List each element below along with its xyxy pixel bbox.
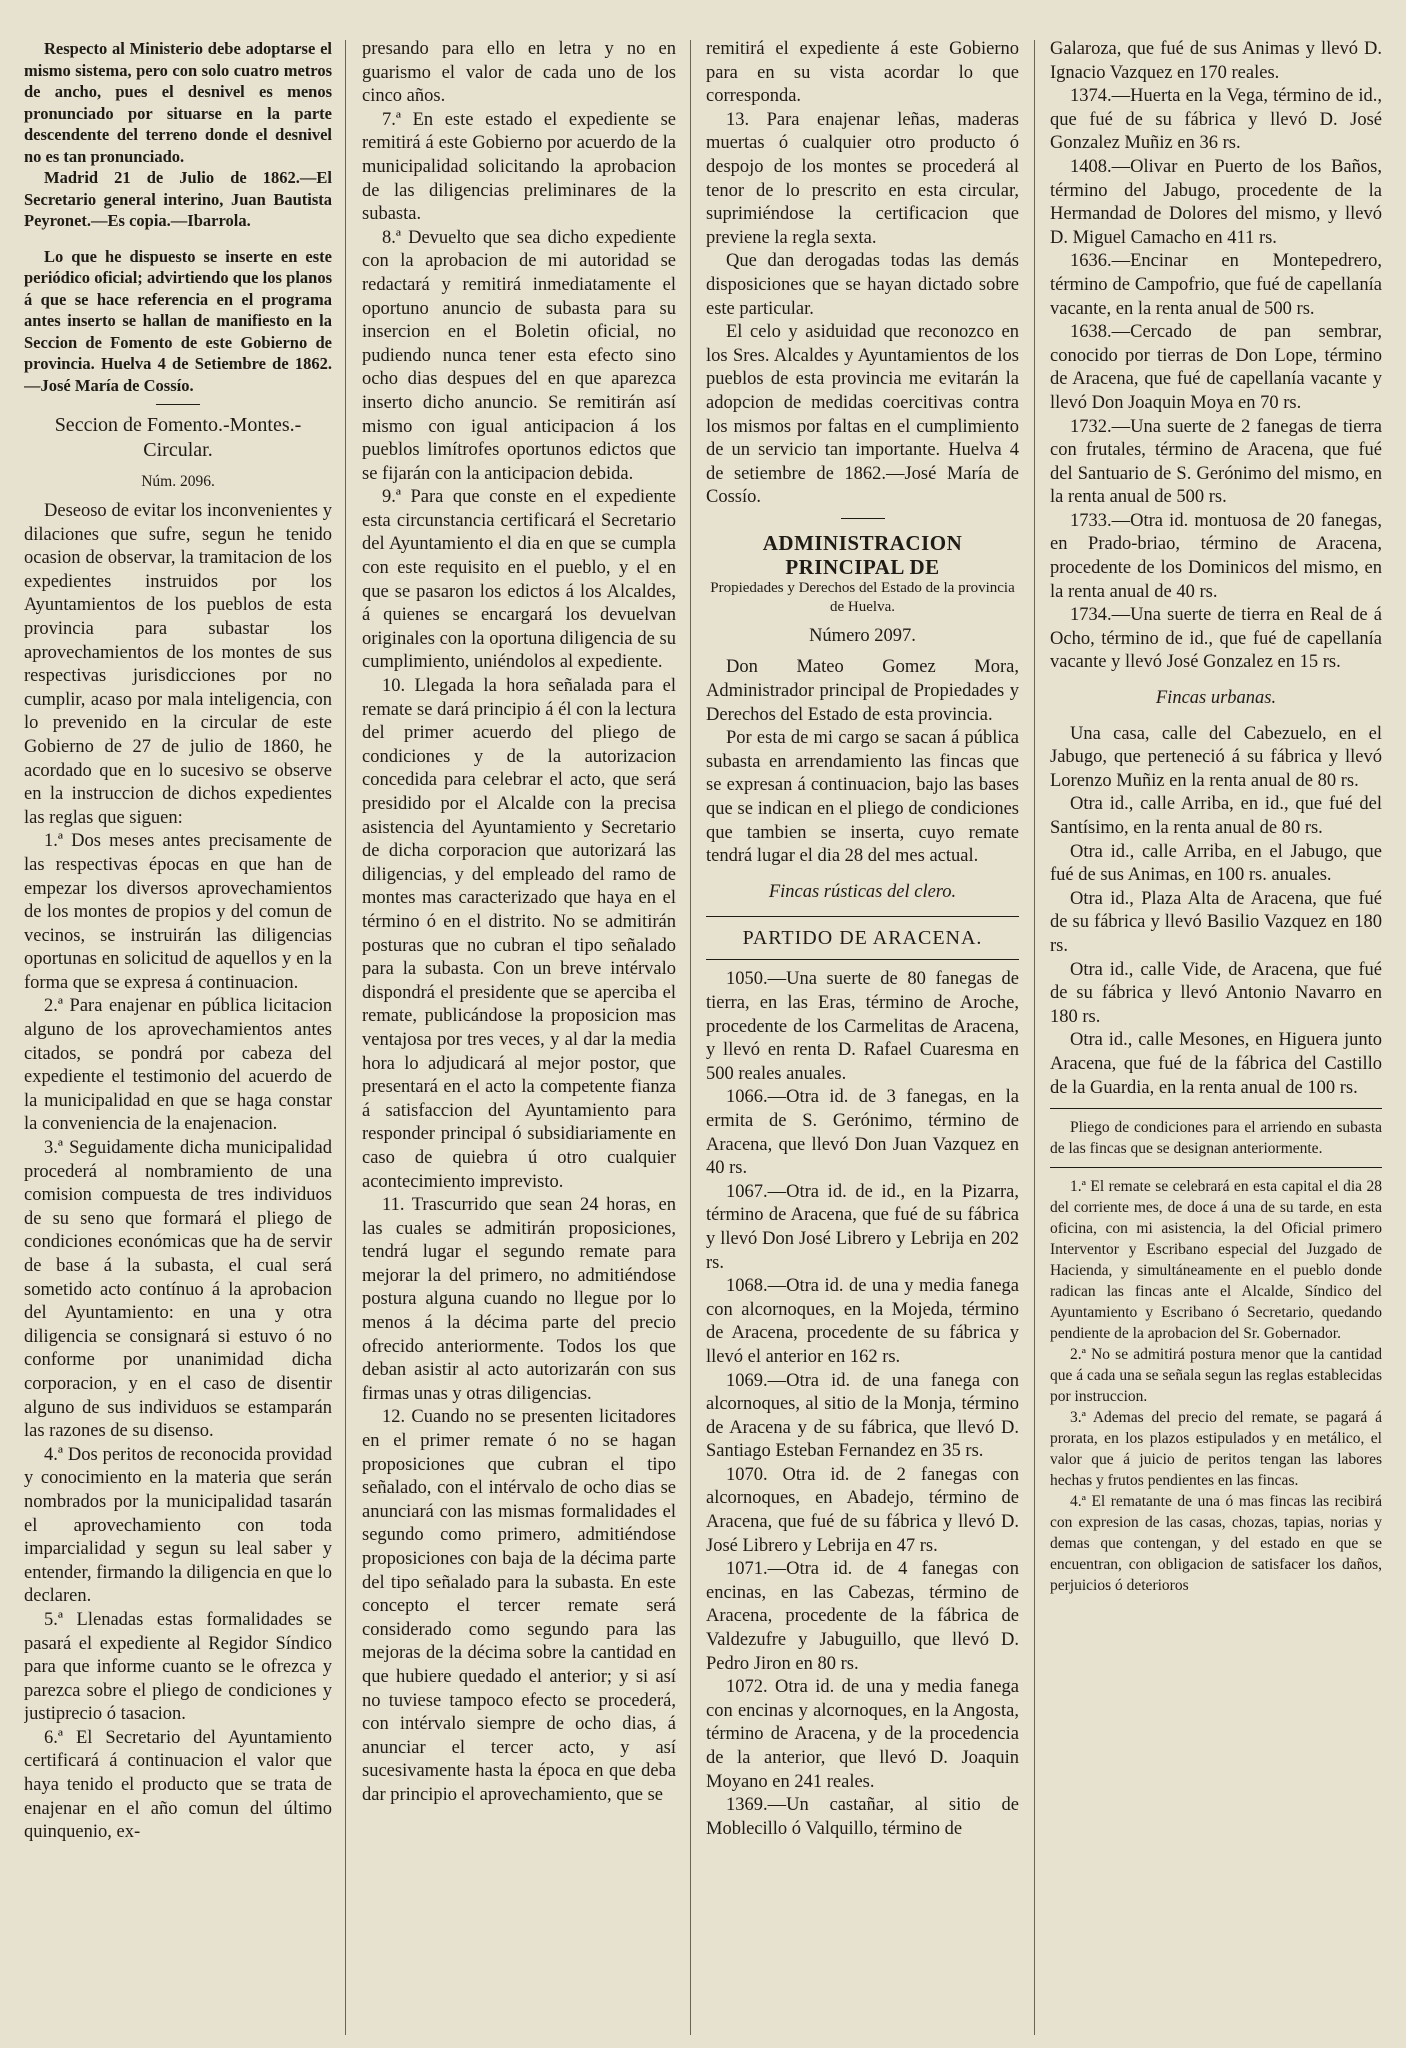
condition-3: 3.ª Ademas del precio del remate, se pagará á prorata, en los plazos estipulados y en metálico, el valor que á juicio de peritos tengan las labores hechas y frutos pendientes en las fincas. [1050, 1409, 1382, 1490]
separator [1050, 1167, 1382, 1168]
subsection-title: Fincas rústicas del clero. [768, 881, 957, 902]
publication-notice: Lo que he dispuesto se inserte en este periódico oficial; advirtiendo que los planos á que se hace referencia en el programa antes inserto se hallan de manifiesto en la Seccion de Fomento de este Gobierno de provincia. Huelva 4 de Setiembre de 1862.—José María de Cossío. [24, 246, 332, 395]
property-entry: 1732.—Una suerte de 2 fanegas de tierra con frutales, término de Aracena, que fué del Santuario de S. Gerónimo del mismo, en la renta anual de 500 rs. [1050, 416, 1382, 508]
paragraph: Que dan derogadas todas las demás disposiciones que se hayan dictado sobre este particular. [706, 251, 1019, 319]
property-entry: 1071.—Otra id. de 4 fanegas con encinas, en las Cabezas, término de Aracena, procedente de la fábrica de Valdezufre y Jabuguillo, que llevó D. Pedro Jiron en 80 rs. [706, 1559, 1019, 1674]
rule-2: 2.ª Para enajenar en pública licitacion alguno de los aprovechamientos antes citados, se pondrá por cabeza del expediente el testimonio del acuerdo de la municipalidad en que se haga constar la conveniencia de la enajenacion. [24, 996, 332, 1135]
conditions-title: Pliego de condiciones para el arriendo en subasta de las fincas que se designan anteriormente. [1050, 1119, 1382, 1158]
rule-8: 8.ª Devuelto que sea dicho expediente con la aprobacion de mi autoridad se redactará y remitirá inmediatamente el oportuno anuncio de subasta para su insercion en el Boletin oficial, no pudiendo nunca tener esta efecto sino ocho dias despues del en que aparezca inserto dicho anuncio. Se remitirán así mismo con igual anticipacion á los pueblos limítrofes oportunos edictos que se fijarán con la anticipacion debida. [362, 227, 676, 484]
property-entry: 1068.—Otra id. de una y media fanega con alcornoques, en la Mojeda, término de Aracena, procedente de su fábrica y llevó el anterior en 162 rs. [706, 1276, 1019, 1367]
column-rule [690, 40, 691, 2035]
urban-property-entry: Otra id., calle Mesones, en Higuera junto Aracena, que fué de la fábrica del Castillo de la Guardia, en la renta anual de 100 rs. [1050, 1030, 1382, 1098]
rule-10: 10. Llegada la hora señalada para el remate se dará principio á él con la lectura del primer acuerdo del pliego de condiciones y de la autorizacion concedida para celebrar el acto, que será presidido por el Alcalde con la precisa asistencia del Ayuntamiento y Secretario de dicha corporacion que autorizará las diligencias, y del empleado del ramo de montes mas caracterizado que haya en el término ó en el distrito. No se admitirán posturas que no cubran el tipo señalado para la subasta. Con un breve intérvalo dispondrá el presidente que se aperciba el remate, publicándose la proposicion mas ventajosa por tres veces, y al dar la media hora lo adjudicará al mejor postor, que presentará en el acto la competente fianza á satisfaccion del Ayuntamiento para responder principal ó subsidiariamente en caso de quiebra ú otro cualquier acontecimiento imprevisto. [362, 676, 676, 1192]
rule-5: 5.ª Llenadas estas formalidades se pasará el expediente al Regidor Síndico para que informe cuanto se le ofrezca y parezca sobre el pliego de condiciones y justiprecio ó tasacion. [24, 1609, 332, 1725]
urban-property-entry: Una casa, calle del Cabezuelo, en el Jabugo, que perteneció á su fábrica y llevó Lorenzo Muñiz en la renta anual de 80 rs. [1050, 723, 1382, 791]
section-subtitle: Propiedades y Derechos del Estado de la provincia de Huelva. [710, 579, 1015, 615]
column-3 [706, 38, 1019, 2038]
separator [706, 916, 1019, 917]
condition-2: 2.ª No se admitirá postura menor que la cantidad que á cada una se señala segun las reglas establecidas por instruccion. [1050, 1346, 1382, 1406]
condition-1: 1.ª El remate se celebrará en esta capital el dia 28 del corriente mes, de doce á una de su tarde, en esta oficina, con mi asistencia, la del Oficial primero Interventor y Escribano especial del Juzgado de Hacienda, y simultáneamente en el pueblo donde radican las fincas ante el Alcalde, Síndico del Ayuntamiento y Escribano ó Secretario, quedando pendiente de la aprobacion del Sr. Gobernador. [1050, 1178, 1382, 1343]
continued-text: presando para ello en letra y no en guarismo el valor de cada uno de los cinco años. [362, 39, 676, 107]
urban-property-entry: Otra id., calle Vide, de Aracena, que fué de su fábrica y llevó Antonio Navarro en 180 rs. [1050, 959, 1382, 1027]
urban-property-entry: Otra id., Plaza Alta de Aracena, que fué de su fábrica y llevó Basilio Vazquez en 180 rs. [1050, 888, 1382, 956]
separator [706, 959, 1019, 960]
rule-11: 11. Trascurrido que sean 24 horas, en las cuales se admitirán proposiciones, tendrá lugar el segundo remate para mejorar la del primero, no admitiéndose postura alguna cuando no llegue por lo menos á la décima parte del precio ofrecido anteriormente. Todos los que deban asistir al acto autorizarán con sus firmas unas y otras diligencias. [362, 1195, 676, 1404]
section-title: Seccion de Fomento.-Montes.-Circular. [54, 414, 302, 461]
property-entry: 1734.—Una suerte de tierra en Real de á Ocho, término de id., que fué de capellanía vacante y llevó José Gonzalez en 15 rs. [1050, 605, 1382, 673]
separator [1050, 1108, 1382, 1109]
condition-4: 4.ª El rematante de una ó mas fincas las recibirá con expresion de las casas, chozas, tapias, norias y demas que contengan, y del estado en que se encuentran, con obligacion de satisfacer los daños, perjuicios ó deterioros [1050, 1493, 1382, 1595]
urban-property-entry: Otra id., calle Arriba, en el Jabugo, que fué de sus Animas, en 100 rs. anuales. [1050, 841, 1382, 886]
property-entry: 1408.—Olivar en Puerto de los Baños, término del Jabugo, procedente de la Hermandad de Dolores del mismo, y llevó D. Miguel Camacho en 411 rs. [1050, 156, 1382, 248]
column-2 [362, 38, 676, 2038]
paragraph: El celo y asiduidad que reconozco en los Sres. Alcaldes y Ayuntamientos de los pueblos de esta provincia me evitarán la adopcion de medidas coercitivas contra los mismos por faltas en el cumplimiento de un servicio tan importante. Huelva 4 de setiembre de 1862.—José María de Cossío. [706, 322, 1019, 508]
continued-text: Galaroza, que fué de sus Animas y llevó D. Ignacio Vazquez en 170 reales. [1050, 39, 1382, 83]
continued-text: remitirá el expediente á este Gobierno para en su vista acordar lo que corresponda. [706, 39, 1019, 107]
column-rule [1034, 40, 1035, 2035]
rule-3: 3.ª Seguidamente dicha municipalidad procederá al nombramiento de una comision compuesta de tres individuos de su seno que formará el pliego de condiciones económicas que ha de servir de base á la subasta, el cual será sometido acto contínuo á la aprobacion del Ayuntamiento: en una y otra diligencia se consignará si estuvo ó no conforme por unanimidad dicha corporacion, y en el caso de disentir alguno de sus individuos se estamparán las razones de su disenso. [24, 1138, 332, 1442]
column-1 [24, 38, 332, 2038]
property-entry: 1369.—Un castañar, al sitio de Moblecillo ó Valquillo, término de [706, 1795, 1019, 1839]
paragraph: Don Mateo Gomez Mora, Administrador principal de Propiedades y Derechos del Estado de esta provincia. [706, 657, 1019, 725]
paragraph: Por esta de mi cargo se sacan á pública subasta en arrendamiento las fincas que se expresan á continuacion, bajo las bases que se indican en el pliego de condiciones que tambien se inserta, cuyo remate tendrá lugar el dia 28 del mes actual. [706, 728, 1019, 867]
subsection-title: Fincas urbanas. [1155, 688, 1277, 709]
announcement-number: Número 2097. [809, 625, 916, 646]
separator [156, 404, 200, 405]
section-title: ADMINISTRACION PRINCIPAL DE [762, 530, 963, 579]
property-entry: 1070. Otra id. de 2 fanegas con alcornoques, en Abadejo, término de Aracena, que fué de su fábrica y llevó D. José Librero y Lebrija en 47 rs. [706, 1464, 1019, 1556]
column-rule [345, 40, 346, 2035]
rule-4: 4.ª Dos peritos de reconocida providad y conocimiento en la materia que serán nombrados por la municipalidad tasarán el aprovechamiento con toda imparcialidad y segun su leal saber y entender, firmando la diligencia en que lo declaren. [24, 1444, 332, 1607]
circular-number: Núm. 2096. [141, 473, 215, 490]
subsection-title: PARTIDO DE ARACENA. [742, 927, 983, 950]
property-entry: 1050.—Una suerte de 80 fanegas de tierra, en las Eras, término de Aroche, procedente de los Carmelitas de Aracena, y llevó en renta D. Rafael Cuaresma en 500 reales anuales. [706, 969, 1019, 1084]
column-4 [1050, 38, 1382, 2038]
property-entry: 1072. Otra id. de una y media fanega con encinas y alcornoques, en la Angosta, término de Aracena, y de la procedencia de la anterior, que llevó D. Joaquin Moyano en 241 reales. [706, 1677, 1019, 1792]
rule-6: 6.ª El Secretario del Ayuntamiento certificará á continuacion el valor que haya tenido el producto que se trata de enajenar en el año comun del último quinquenio, ex- [24, 1727, 332, 1843]
rule-13: 13. Para enajenar leñas, maderas muertas ó cualquier otro producto ó despojo de los montes se procederá al tenor de lo prescrito en esta circular, suprimiéndose la certificacion que previene la regla sexta. [706, 109, 1019, 248]
rule-7: 7.ª En este estado el expediente se remitirá á este Gobierno por acuerdo de la municipalidad solicitando la aprobacion de las diligencias preliminares de la subasta. [362, 109, 676, 225]
property-entry: 1069.—Otra id. de una fanega con alcornoques, al sitio de la Monja, término de Aracena y de su fábrica, que llevó D. Santiago Esteban Fernandez en 35 rs. [706, 1370, 1019, 1462]
property-entry: 1638.—Cercado de pan sembrar, conocido por tierras de Don Lope, término de Aracena, que fué de capellanía vacante y llevó Don Joaquin Moya en 70 rs. [1050, 322, 1382, 413]
intro-paragraph: Respecto al Ministerio debe adoptarse el mismo sistema, pero con solo cuatro metros de ancho, pues el desnivel es menos pronunciado por situarse en la parte descendente del terreno donde el desnivel no es tan pronunciado. [24, 39, 332, 166]
signature-line: Madrid 21 de Julio de 1862.—El Secretario general interino, Juan Bautista Peyronet.—Es copia.—Ibarrola. [24, 168, 332, 230]
urban-property-entry: Otra id., calle Arriba, en id., que fué del Santísimo, en la renta anual de 80 rs. [1050, 794, 1382, 838]
rule-9: 9.ª Para que conste en el expediente esta circunstancia certificará el Secretario del Ayuntamiento el dia en que se cumpla con este requisito en el pueblo, y el en que se pasaron los edictos á los Alcaldes, á quienes se encargará los devuelvan originales con la oportuna diligencia de su cumplimiento, uniéndolos al expediente. [362, 487, 676, 673]
property-entry: 1374.—Huerta en la Vega, término de id., que fué de su fábrica y llevó D. José Gonzalez Muñiz en 36 rs. [1050, 86, 1382, 154]
rule-1: 1.ª Dos meses antes precisamente de las respectivas épocas en que han de empezar los diversos aprovechamientos de los montes de propios y del comun de vecinos, se instruirán las diligencias oportunas en solicitud de aquellos y en la forma que se expresa á continuacion. [24, 831, 332, 993]
property-entry: 1066.—Otra id. de 3 fanegas, en la ermita de S. Gerónimo, término de Aracena, que llevó Don Juan Vazquez en 40 rs. [706, 1087, 1019, 1179]
property-entry: 1733.—Otra id. montuosa de 20 fanegas, en Prado-briao, término de Aracena, procedente de los Dominicos del mismo, en la renta anual de 40 rs. [1050, 510, 1382, 602]
property-entry: 1636.—Encinar en Montepedrero, término de Campofrio, que fué de capellanía vacante, en la renta anual de 500 rs. [1050, 251, 1382, 319]
separator [841, 518, 885, 519]
property-entry: 1067.—Otra id. de id., en la Pizarra, término de Aracena, que fué de su fábrica y llevó Don José Librero y Lebrija en 202 rs. [706, 1181, 1019, 1273]
rule-12: 12. Cuando no se presenten licitadores en el primer remate ó no se hagan proposiciones que cubran el tipo señalado, con el intérvalo de ocho dias se anunciará con las mismas formalidades el segundo como primero, admitiéndose proposiciones con baja de la décima parte del tipo señalado para la subasta. En este concepto el tercer remate será considerado como segundo para las mejoras de la décima sobre la cantidad en que hubiere quedado el anterior; y si así no tuviese tampoco efecto se procederá, con intérvalo siempre de ocho dias, á anunciar el tercer acto, y así sucesivamente hasta la época en que deba dar principio el aprovechamiento, que se [362, 1407, 676, 1805]
paragraph: Deseoso de evitar los inconvenientes y dilaciones que sufre, segun he tenido ocasion de observar, la tramitacion de los expedientes instruidos por los Ayuntamientos de los pueblos de esta provincia para subastar los aprovechamientos de los montes de sus respectivas jurisdicciones por no cumplir, acaso por mala inteligencia, con lo prevenido en la circular de este Gobierno de 27 de julio de 1860, he acordado que en lo sucesivo se observe en la instruccion de dichos expedientes las reglas que siguen: [24, 501, 332, 828]
